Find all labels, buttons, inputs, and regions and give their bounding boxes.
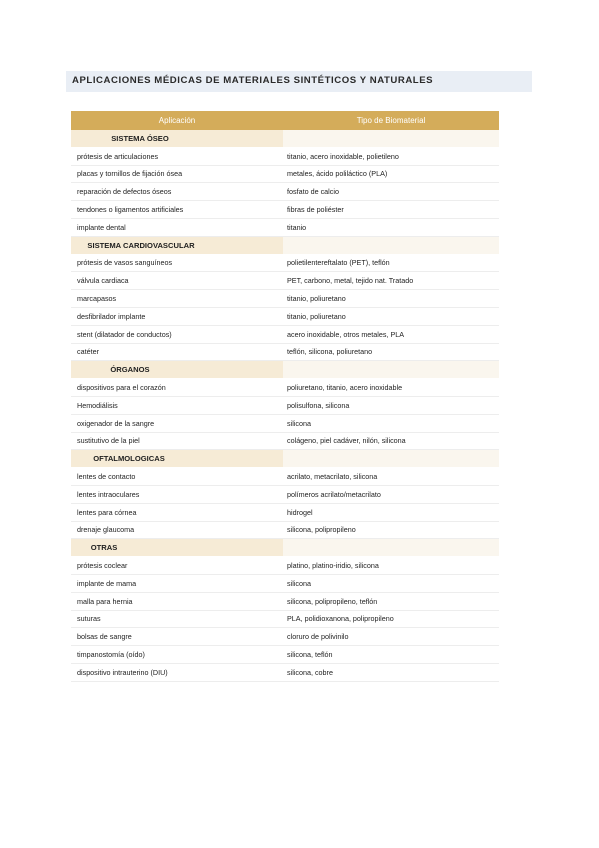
table-row <box>71 557 499 575</box>
table-row <box>71 592 499 610</box>
table-row <box>71 218 499 236</box>
application-cell: Hemodiálisis <box>71 396 283 414</box>
biomaterial-cell: polietilentereftalato (PET), teflón <box>283 254 499 272</box>
table-row <box>71 272 499 290</box>
application-cell: implante dental <box>71 218 283 236</box>
table-row <box>71 254 499 272</box>
application-cell: tendones o ligamentos artificiales <box>71 201 283 219</box>
biomaterial-cell: fibras de poliéster <box>283 201 499 219</box>
header-application: Aplicación <box>71 111 283 130</box>
application-cell: malla para hernia <box>71 592 283 610</box>
table-row <box>71 165 499 183</box>
page-title: APLICACIONES MÉDICAS DE MATERIALES SINTÉTICOS Y NATURALES <box>72 75 434 86</box>
section-row <box>71 361 499 379</box>
biomaterial-cell: PLA, polidioxanona, polipropileno <box>283 610 499 628</box>
table-row <box>71 290 499 308</box>
biomaterial-cell: polímeros acrilato/metacrilato <box>283 485 499 503</box>
biomaterial-cell: titanio, acero inoxidable, polietileno <box>283 147 499 165</box>
biomaterial-cell: platino, platino-iridio, silicona <box>283 557 499 575</box>
application-cell: sustitutivo de la piel <box>71 432 283 450</box>
application-cell: dispositivos para el corazón <box>71 379 283 397</box>
table-row <box>71 646 499 664</box>
section-row <box>71 539 499 557</box>
table-row <box>71 521 499 539</box>
table-row <box>71 379 499 397</box>
biomaterial-cell: titanio <box>283 218 499 236</box>
title-band <box>66 71 532 92</box>
biomaterial-cell: PET, carbono, metal, tejido nat. Tratado <box>283 272 499 290</box>
application-cell: catéter <box>71 343 283 361</box>
section-row <box>71 130 499 147</box>
biomaterial-cell: silicona, cobre <box>283 663 499 681</box>
application-cell: stent (dilatador de conductos) <box>71 325 283 343</box>
section-title: SISTEMA CARDIOVASCULAR <box>87 240 195 250</box>
table-row <box>71 628 499 646</box>
table-row <box>71 663 499 681</box>
biomaterial-cell: poliuretano, titanio, acero inoxidable <box>283 379 499 397</box>
biomaterial-cell: acrilato, metacrilato, silicona <box>283 468 499 486</box>
table-row <box>71 396 499 414</box>
application-cell: oxigenador de la sangre <box>71 414 283 432</box>
application-cell: placas y tornillos de fijación ósea <box>71 165 283 183</box>
biomaterial-cell: polisulfona, silicona <box>283 396 499 414</box>
biomaterial-cell: acero inoxidable, otros metales, PLA <box>283 325 499 343</box>
table-row <box>71 432 499 450</box>
application-cell: lentes intraoculares <box>71 485 283 503</box>
application-cell: implante de mama <box>71 574 283 592</box>
application-cell: prótesis de vasos sanguíneos <box>71 254 283 272</box>
table-row <box>71 610 499 628</box>
table-row <box>71 307 499 325</box>
table-row <box>71 503 499 521</box>
table-row <box>71 343 499 361</box>
section-row <box>71 450 499 468</box>
table-row <box>71 485 499 503</box>
table-body <box>71 130 499 681</box>
biomaterial-cell: silicona <box>283 414 499 432</box>
biomaterials-table <box>71 111 499 682</box>
biomaterial-cell: teflón, silicona, poliuretano <box>283 343 499 361</box>
application-cell: lentes de contacto <box>71 468 283 486</box>
section-title: SISTEMA ÓSEO <box>111 133 169 143</box>
table-row <box>71 574 499 592</box>
application-cell: dispositivo intrauterino (DIU) <box>71 663 283 681</box>
biomaterial-cell: silicona, polipropileno, teflón <box>283 592 499 610</box>
table-row <box>71 325 499 343</box>
application-cell: reparación de defectos óseos <box>71 183 283 201</box>
application-cell: válvula cardiaca <box>71 272 283 290</box>
biomaterial-cell: metales, ácido poliláctico (PLA) <box>283 165 499 183</box>
biomaterial-cell: titanio, poliuretano <box>283 290 499 308</box>
application-cell: suturas <box>71 610 283 628</box>
table-row <box>71 147 499 165</box>
application-cell: prótesis de articulaciones <box>71 147 283 165</box>
biomaterial-cell: hidrogel <box>283 503 499 521</box>
biomaterial-cell: silicona, polipropileno <box>283 521 499 539</box>
application-cell: lentes para córnea <box>71 503 283 521</box>
biomaterial-cell: silicona <box>283 574 499 592</box>
table-header-row <box>71 111 499 130</box>
table-row <box>71 414 499 432</box>
biomaterial-cell: colágeno, piel cadáver, nilón, silicona <box>283 432 499 450</box>
biomaterial-cell: fosfato de calcio <box>283 183 499 201</box>
biomaterial-cell: silicona, teflón <box>283 646 499 664</box>
section-row <box>71 236 499 254</box>
table-row <box>71 468 499 486</box>
header-biomaterial-type: Tipo de Biomaterial <box>283 111 499 130</box>
application-cell: marcapasos <box>71 290 283 308</box>
application-cell: timpanostomía (oído) <box>71 646 283 664</box>
table-row <box>71 201 499 219</box>
section-title: OTRAS <box>90 543 118 553</box>
biomaterial-cell: cloruro de polivinilo <box>283 628 499 646</box>
application-cell: drenaje glaucoma <box>71 521 283 539</box>
section-title: OFTALMOLOGICAS <box>93 454 165 464</box>
biomaterial-cell: titanio, poliuretano <box>283 307 499 325</box>
section-title: ÓRGANOS <box>110 365 150 375</box>
application-cell: bolsas de sangre <box>71 628 283 646</box>
table-row <box>71 183 499 201</box>
application-cell: prótesis coclear <box>71 557 283 575</box>
application-cell: desfibrilador implante <box>71 307 283 325</box>
